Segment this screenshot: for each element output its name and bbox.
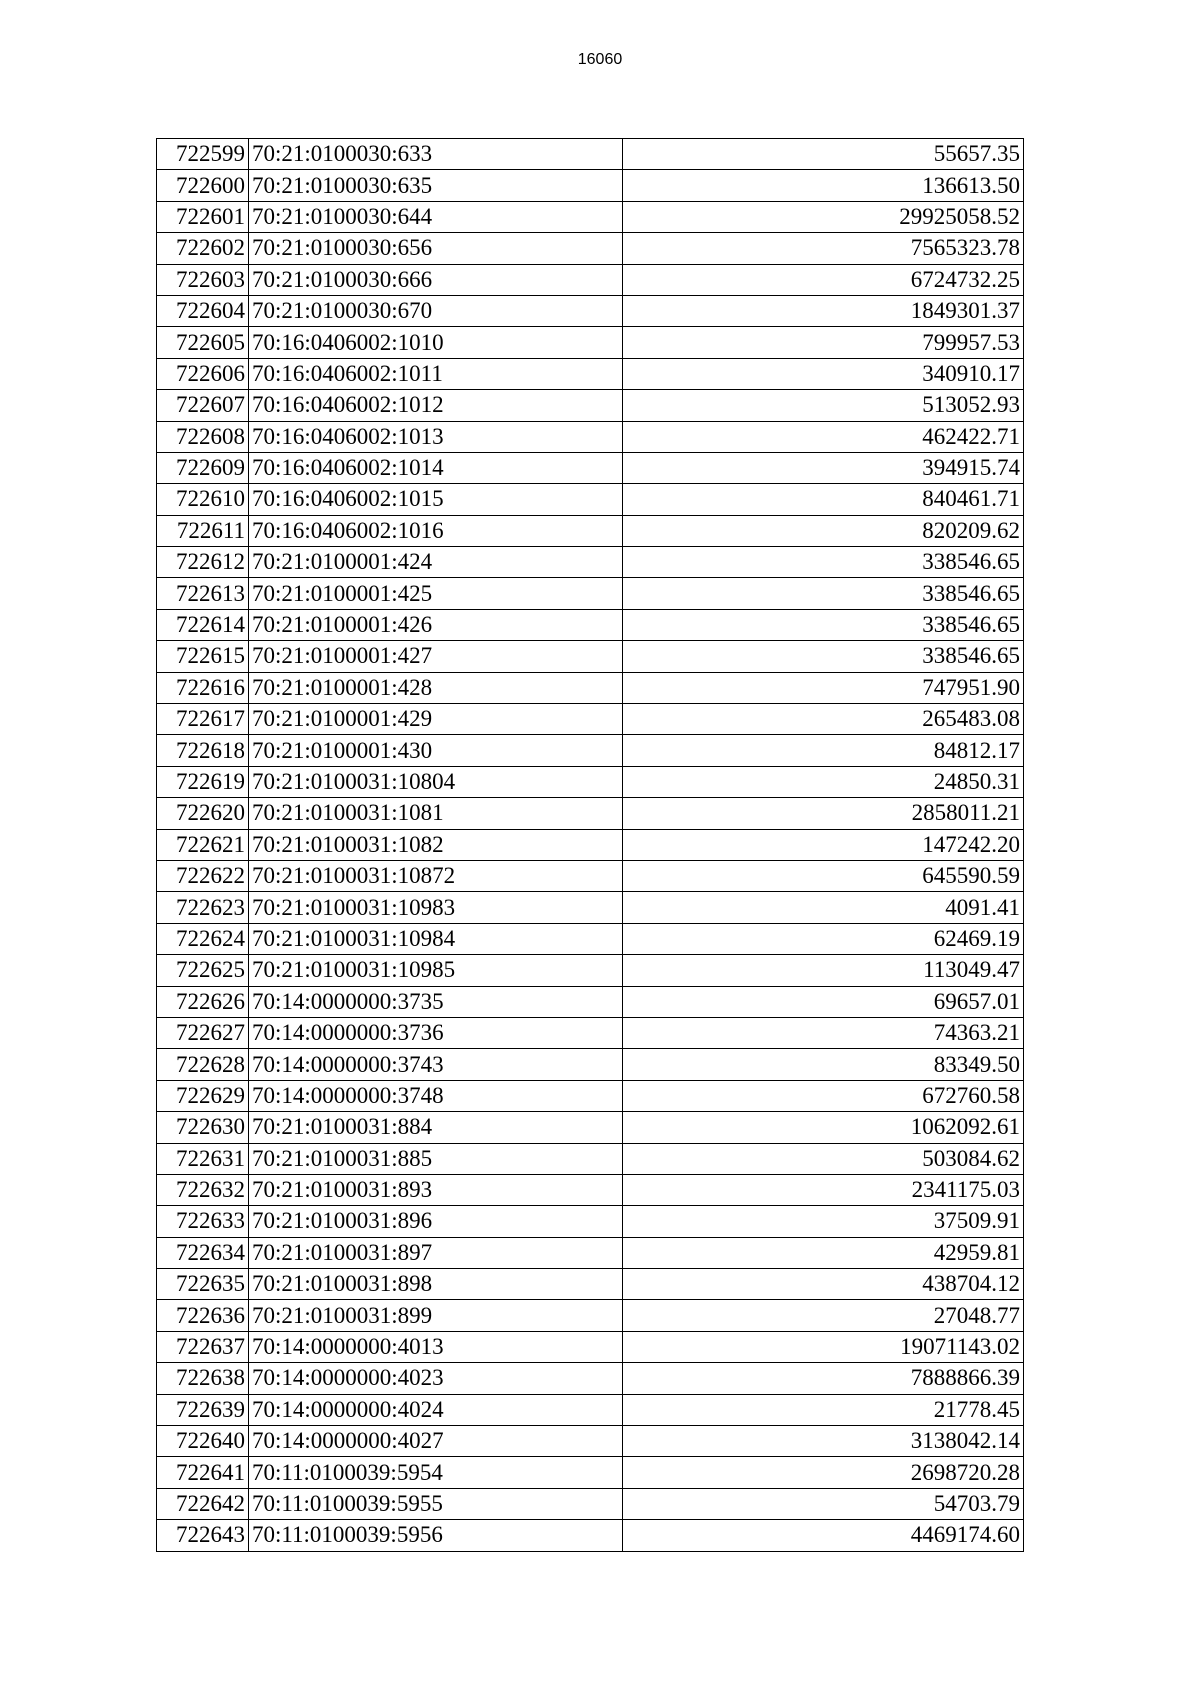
cadastral-number-cell: 70:16:0406002:1014 [249,452,623,483]
row-number-cell: 722635 [157,1269,249,1300]
table-row [157,672,1024,703]
cadastral-value-cell: 672760.58 [623,1080,1024,1111]
row-number-cell: 722603 [157,264,249,295]
table-row [157,139,1024,170]
cadastral-value-cell: 62469.19 [623,923,1024,954]
cadastral-value-cell: 394915.74 [623,452,1024,483]
table-row [157,1143,1024,1174]
cadastral-number-cell: 70:21:0100001:425 [249,578,623,609]
cadastral-number-cell: 70:21:0100001:424 [249,547,623,578]
row-number-cell: 722608 [157,421,249,452]
table-row [157,1049,1024,1080]
table-row [157,170,1024,201]
cadastral-number-cell: 70:16:0406002:1015 [249,484,623,515]
cadastral-value-cell: 462422.71 [623,421,1024,452]
cadastral-number-cell: 70:21:0100001:427 [249,641,623,672]
cadastral-value-cell: 513052.93 [623,390,1024,421]
row-number-cell: 722625 [157,955,249,986]
row-number-cell: 722634 [157,1237,249,1268]
cadastral-number-cell: 70:14:0000000:3736 [249,1017,623,1048]
cadastral-value-cell: 42959.81 [623,1237,1024,1268]
table-row [157,704,1024,735]
cadastral-value-cell: 24850.31 [623,766,1024,797]
cadastral-number-cell: 70:14:0000000:4013 [249,1331,623,1362]
table-row [157,578,1024,609]
row-number-cell: 722617 [157,704,249,735]
cadastral-number-cell: 70:11:0100039:5956 [249,1520,623,1551]
table-row [157,735,1024,766]
row-number-cell: 722621 [157,829,249,860]
cadastral-number-cell: 70:21:0100031:10804 [249,766,623,797]
cadastral-value-cell: 265483.08 [623,704,1024,735]
cadastral-value-cell: 840461.71 [623,484,1024,515]
cadastral-number-cell: 70:14:0000000:3735 [249,986,623,1017]
row-number-cell: 722604 [157,295,249,326]
cadastral-value-cell: 54703.79 [623,1488,1024,1519]
cadastral-value-cell: 83349.50 [623,1049,1024,1080]
cadastral-number-cell: 70:21:0100031:10984 [249,923,623,954]
cadastral-number-cell: 70:21:0100031:896 [249,1206,623,1237]
row-number-cell: 722624 [157,923,249,954]
cadastral-value-cell: 2341175.03 [623,1174,1024,1205]
table-row [157,1363,1024,1394]
cadastral-value-cell: 338546.65 [623,609,1024,640]
table-body [157,139,1024,1552]
table-row [157,1426,1024,1457]
row-number-cell: 722605 [157,327,249,358]
row-number-cell: 722606 [157,358,249,389]
table-row [157,1331,1024,1362]
row-number-cell: 722628 [157,1049,249,1080]
table-row [157,1394,1024,1425]
row-number-cell: 722630 [157,1112,249,1143]
table-row [157,986,1024,1017]
row-number-cell: 722620 [157,798,249,829]
cadastral-number-cell: 70:21:0100030:666 [249,264,623,295]
cadastral-value-cell: 1849301.37 [623,295,1024,326]
row-number-cell: 722638 [157,1363,249,1394]
cadastral-number-cell: 70:21:0100031:893 [249,1174,623,1205]
cadastral-number-cell: 70:21:0100031:897 [249,1237,623,1268]
table-row [157,1112,1024,1143]
row-number-cell: 722631 [157,1143,249,1174]
row-number-cell: 722641 [157,1457,249,1488]
cadastral-number-cell: 70:21:0100030:635 [249,170,623,201]
row-number-cell: 722616 [157,672,249,703]
cadastral-number-cell: 70:21:0100031:10872 [249,860,623,891]
cadastral-number-cell: 70:21:0100031:1081 [249,798,623,829]
table-row [157,515,1024,546]
row-number-cell: 722637 [157,1331,249,1362]
table-row [157,1237,1024,1268]
cadastral-number-cell: 70:14:0000000:3743 [249,1049,623,1080]
cadastral-number-cell: 70:21:0100030:644 [249,201,623,232]
table-row [157,1457,1024,1488]
cadastral-value-cell: 27048.77 [623,1300,1024,1331]
cadastral-value-cell: 503084.62 [623,1143,1024,1174]
table-row [157,358,1024,389]
row-number-cell: 722622 [157,860,249,891]
cadastral-number-cell: 70:11:0100039:5954 [249,1457,623,1488]
cadastral-value-cell: 747951.90 [623,672,1024,703]
cadastral-value-cell: 7565323.78 [623,233,1024,264]
cadastral-value-cell: 55657.35 [623,139,1024,170]
cadastral-value-cell: 37509.91 [623,1206,1024,1237]
row-number-cell: 722610 [157,484,249,515]
cadastral-value-cell: 799957.53 [623,327,1024,358]
cadastral-number-cell: 70:16:0406002:1016 [249,515,623,546]
cadastral-number-cell: 70:16:0406002:1012 [249,390,623,421]
cadastral-value-cell: 338546.65 [623,578,1024,609]
table-row [157,860,1024,891]
row-number-cell: 722602 [157,233,249,264]
table-row [157,641,1024,672]
table-row [157,1269,1024,1300]
cadastral-value-cell: 338546.65 [623,641,1024,672]
row-number-cell: 722629 [157,1080,249,1111]
row-number-cell: 722618 [157,735,249,766]
cadastral-value-table [156,138,1024,1552]
row-number-cell: 722612 [157,547,249,578]
cadastral-value-cell: 4091.41 [623,892,1024,923]
cadastral-number-cell: 70:16:0406002:1011 [249,358,623,389]
cadastral-number-cell: 70:21:0100031:884 [249,1112,623,1143]
cadastral-value-cell: 4469174.60 [623,1520,1024,1551]
table-row [157,1206,1024,1237]
row-number-cell: 722626 [157,986,249,1017]
row-number-cell: 722613 [157,578,249,609]
cadastral-value-cell: 136613.50 [623,170,1024,201]
table-row [157,484,1024,515]
table-row [157,1300,1024,1331]
table-row [157,798,1024,829]
cadastral-number-cell: 70:14:0000000:4027 [249,1426,623,1457]
table-row [157,233,1024,264]
row-number-cell: 722627 [157,1017,249,1048]
row-number-cell: 722607 [157,390,249,421]
cadastral-value-cell: 820209.62 [623,515,1024,546]
row-number-cell: 722599 [157,139,249,170]
table-row [157,390,1024,421]
cadastral-value-cell: 7888866.39 [623,1363,1024,1394]
row-number-cell: 722632 [157,1174,249,1205]
cadastral-number-cell: 70:21:0100031:10983 [249,892,623,923]
cadastral-number-cell: 70:21:0100031:10985 [249,955,623,986]
cadastral-number-cell: 70:21:0100031:885 [249,1143,623,1174]
table-row [157,955,1024,986]
cadastral-value-cell: 1062092.61 [623,1112,1024,1143]
cadastral-number-cell: 70:14:0000000:4024 [249,1394,623,1425]
table-row [157,892,1024,923]
table-row [157,327,1024,358]
cadastral-number-cell: 70:21:0100001:429 [249,704,623,735]
cadastral-number-cell: 70:21:0100001:426 [249,609,623,640]
table-row [157,1017,1024,1048]
cadastral-value-cell: 3138042.14 [623,1426,1024,1457]
page-number: 16060 [577,51,623,68]
cadastral-number-cell: 70:14:0000000:4023 [249,1363,623,1394]
cadastral-number-cell: 70:11:0100039:5955 [249,1488,623,1519]
cadastral-value-cell: 74363.21 [623,1017,1024,1048]
row-number-cell: 722643 [157,1520,249,1551]
cadastral-value-cell: 6724732.25 [623,264,1024,295]
table-row [157,295,1024,326]
cadastral-value-cell: 84812.17 [623,735,1024,766]
cadastral-number-cell: 70:21:0100001:430 [249,735,623,766]
cadastral-number-cell: 70:14:0000000:3748 [249,1080,623,1111]
row-number-cell: 722640 [157,1426,249,1457]
cadastral-value-cell: 438704.12 [623,1269,1024,1300]
cadastral-value-cell: 69657.01 [623,986,1024,1017]
row-number-cell: 722623 [157,892,249,923]
table-row [157,829,1024,860]
cadastral-value-cell: 2698720.28 [623,1457,1024,1488]
table-row [157,766,1024,797]
cadastral-number-cell: 70:21:0100031:1082 [249,829,623,860]
row-number-cell: 722601 [157,201,249,232]
table-row [157,547,1024,578]
table-row [157,264,1024,295]
cadastral-number-cell: 70:16:0406002:1013 [249,421,623,452]
cadastral-number-cell: 70:21:0100030:656 [249,233,623,264]
cadastral-number-cell: 70:21:0100001:428 [249,672,623,703]
row-number-cell: 722636 [157,1300,249,1331]
cadastral-number-cell: 70:21:0100031:899 [249,1300,623,1331]
cadastral-value-cell: 29925058.52 [623,201,1024,232]
cadastral-value-cell: 340910.17 [623,358,1024,389]
cadastral-number-cell: 70:21:0100030:670 [249,295,623,326]
row-number-cell: 722615 [157,641,249,672]
table-row [157,1520,1024,1551]
table-row [157,201,1024,232]
cadastral-value-cell: 338546.65 [623,547,1024,578]
table-row [157,421,1024,452]
table-row [157,923,1024,954]
table-row [157,1488,1024,1519]
cadastral-value-cell: 19071143.02 [623,1331,1024,1362]
row-number-cell: 722600 [157,170,249,201]
row-number-cell: 722642 [157,1488,249,1519]
row-number-cell: 722614 [157,609,249,640]
table-row [157,452,1024,483]
row-number-cell: 722609 [157,452,249,483]
cadastral-value-cell: 2858011.21 [623,798,1024,829]
table-row [157,609,1024,640]
cadastral-value-cell: 645590.59 [623,860,1024,891]
cadastral-number-cell: 70:16:0406002:1010 [249,327,623,358]
cadastral-value-cell: 147242.20 [623,829,1024,860]
cadastral-number-cell: 70:21:0100030:633 [249,139,623,170]
row-number-cell: 722611 [157,515,249,546]
table-row [157,1080,1024,1111]
cadastral-number-cell: 70:21:0100031:898 [249,1269,623,1300]
row-number-cell: 722633 [157,1206,249,1237]
cadastral-value-cell: 21778.45 [623,1394,1024,1425]
cadastral-value-cell: 113049.47 [623,955,1024,986]
row-number-cell: 722639 [157,1394,249,1425]
row-number-cell: 722619 [157,766,249,797]
table-row [157,1174,1024,1205]
